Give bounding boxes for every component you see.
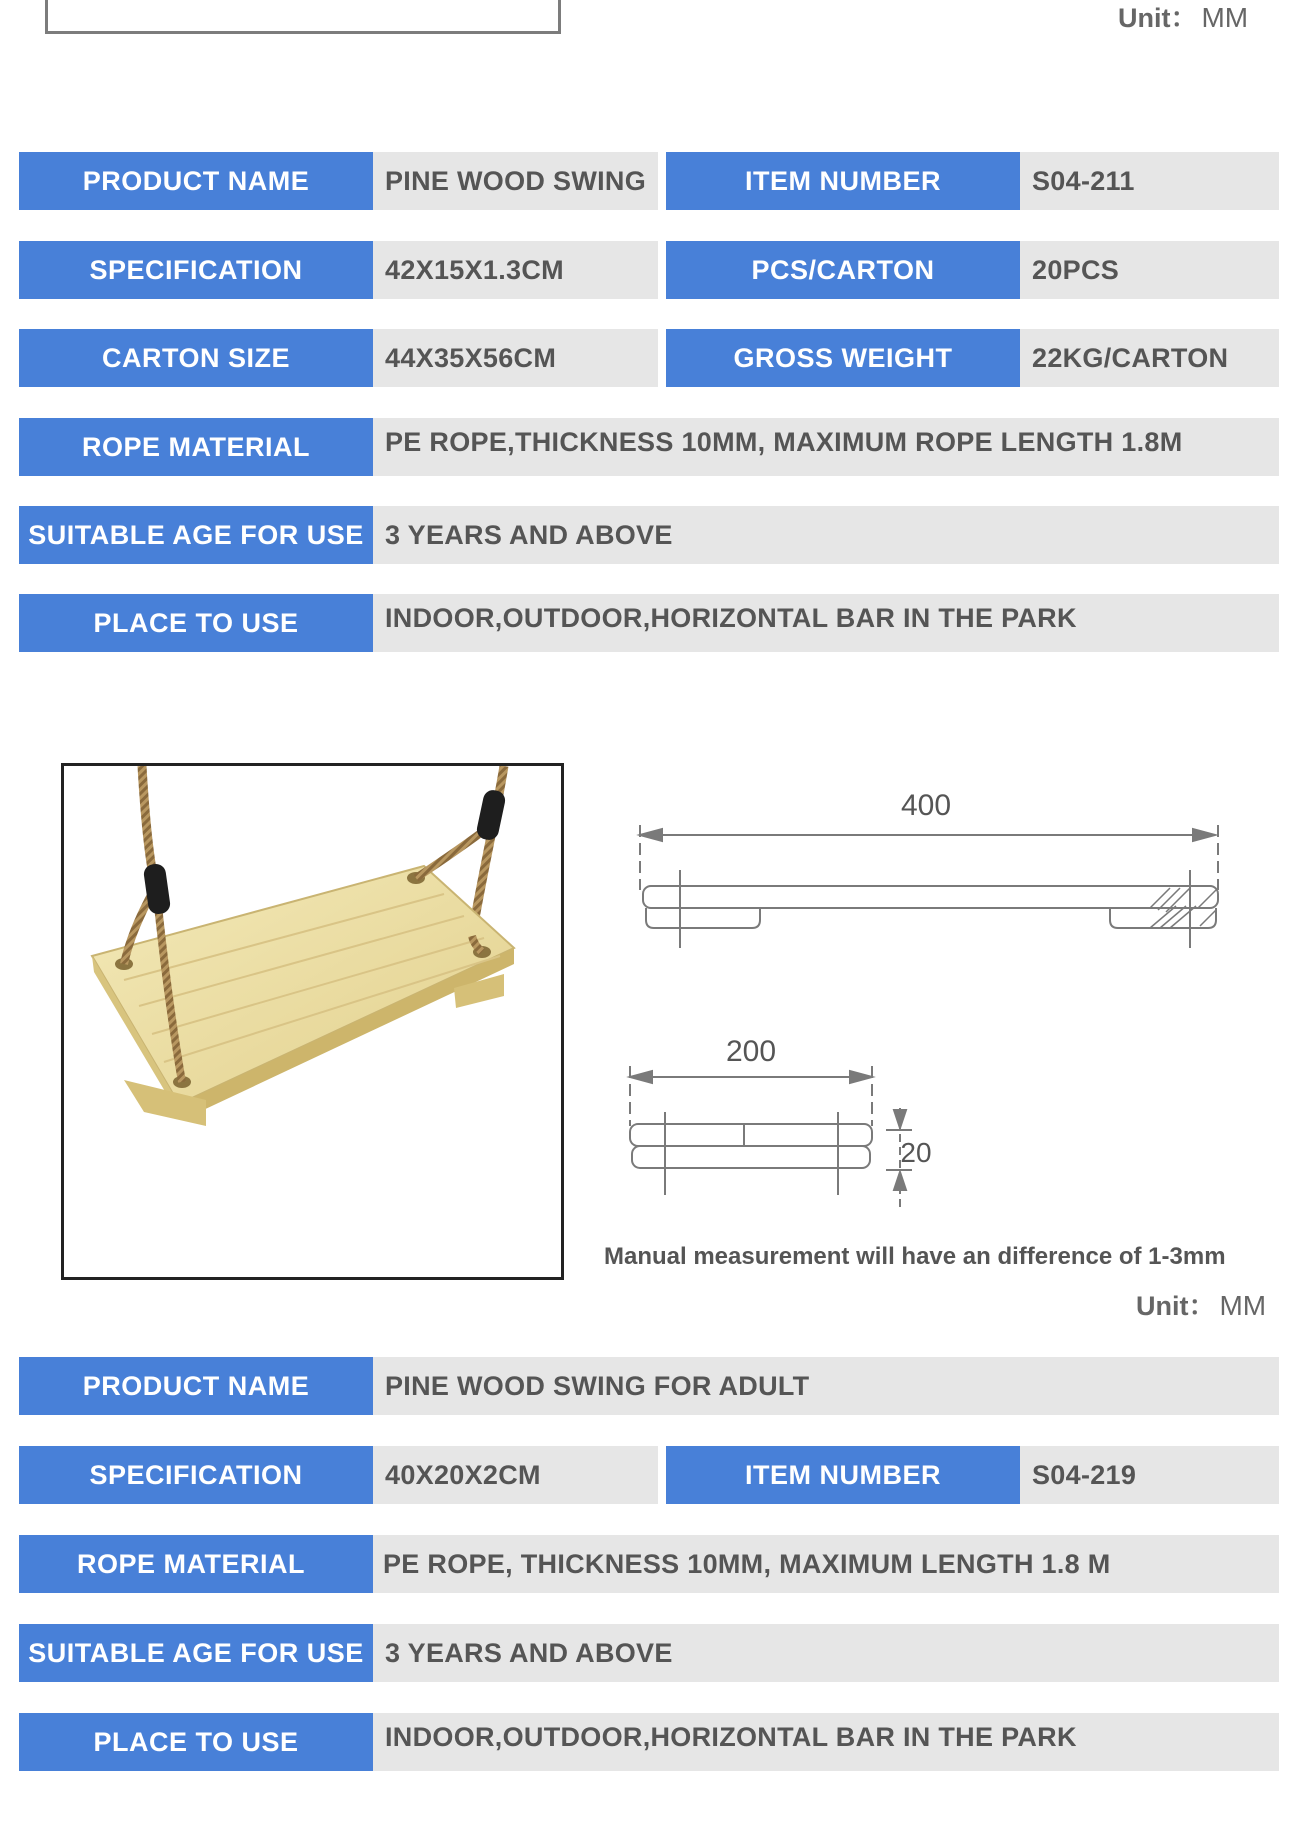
value-product-name: PINE WOOD SWING FOR ADULT	[373, 1357, 1279, 1415]
label-place-to-use: PLACE TO USE	[19, 594, 373, 652]
value-item-number: S04-219	[1020, 1446, 1279, 1504]
unit-value-text: MM	[1201, 2, 1249, 33]
value-specification: 42X15X1.3CM	[373, 241, 658, 299]
label-rope-material: ROPE MATERIAL	[19, 418, 373, 476]
dim-thickness: 20	[900, 1137, 932, 1168]
value-rope-material: PE ROPE, THICKNESS 10MM, MAXIMUM LENGTH 1.8 M	[373, 1535, 1279, 1593]
unit-label-text: Unit：	[1136, 1291, 1216, 1321]
value-pcs-carton: 20PCS	[1020, 241, 1279, 299]
value-suitable-age: 3 YEARS AND ABOVE	[373, 1624, 1279, 1682]
label-item-number: ITEM NUMBER	[666, 1446, 1020, 1504]
label-product-name: PRODUCT NAME	[19, 152, 373, 210]
value-suitable-age: 3 YEARS AND ABOVE	[373, 506, 1279, 564]
dimension-drawing	[610, 770, 1230, 1230]
label-gross-weight: GROSS WEIGHT	[666, 329, 1020, 387]
swing-illustration	[64, 766, 561, 1277]
label-suitable-age: SUITABLE AGE FOR USE	[19, 1624, 373, 1682]
label-specification: SPECIFICATION	[19, 1446, 373, 1504]
value-place-to-use: INDOOR,OUTDOOR,HORIZONTAL BAR IN THE PARK	[373, 594, 1279, 652]
top-unit-label	[1118, 0, 1248, 35]
product-photo	[61, 763, 564, 1280]
label-product-name: PRODUCT NAME	[19, 1357, 373, 1415]
top-image-frame	[45, 0, 561, 34]
value-item-number: S04-211	[1020, 152, 1279, 210]
dim-width: 200	[725, 1035, 777, 1068]
rope-adjuster-right	[475, 788, 507, 841]
mid-unit-label	[1136, 1284, 1266, 1323]
unit-value-text: MM	[1219, 1290, 1267, 1321]
value-place-to-use: INDOOR,OUTDOOR,HORIZONTAL BAR IN THE PARK	[373, 1713, 1279, 1771]
value-product-name: PINE WOOD SWING	[373, 152, 658, 210]
label-rope-material: ROPE MATERIAL	[19, 1535, 373, 1593]
value-rope-material: PE ROPE,THICKNESS 10MM, MAXIMUM ROPE LENGTH 1.8M	[373, 418, 1279, 476]
label-carton-size: CARTON SIZE	[19, 329, 373, 387]
dim-length: 400	[900, 789, 952, 822]
label-pcs-carton: PCS/CARTON	[666, 241, 1020, 299]
value-specification: 40X20X2CM	[373, 1446, 658, 1504]
measurement-note: Manual measurement will have an difference of 1-3mm	[604, 1243, 1226, 1270]
label-specification: SPECIFICATION	[19, 241, 373, 299]
value-carton-size: 44X35X56CM	[373, 329, 658, 387]
value-gross-weight: 22KG/CARTON	[1020, 329, 1279, 387]
label-item-number: ITEM NUMBER	[666, 152, 1020, 210]
label-place-to-use: PLACE TO USE	[19, 1713, 373, 1771]
unit-label-text: Unit：	[1118, 3, 1198, 33]
label-suitable-age: SUITABLE AGE FOR USE	[19, 506, 373, 564]
